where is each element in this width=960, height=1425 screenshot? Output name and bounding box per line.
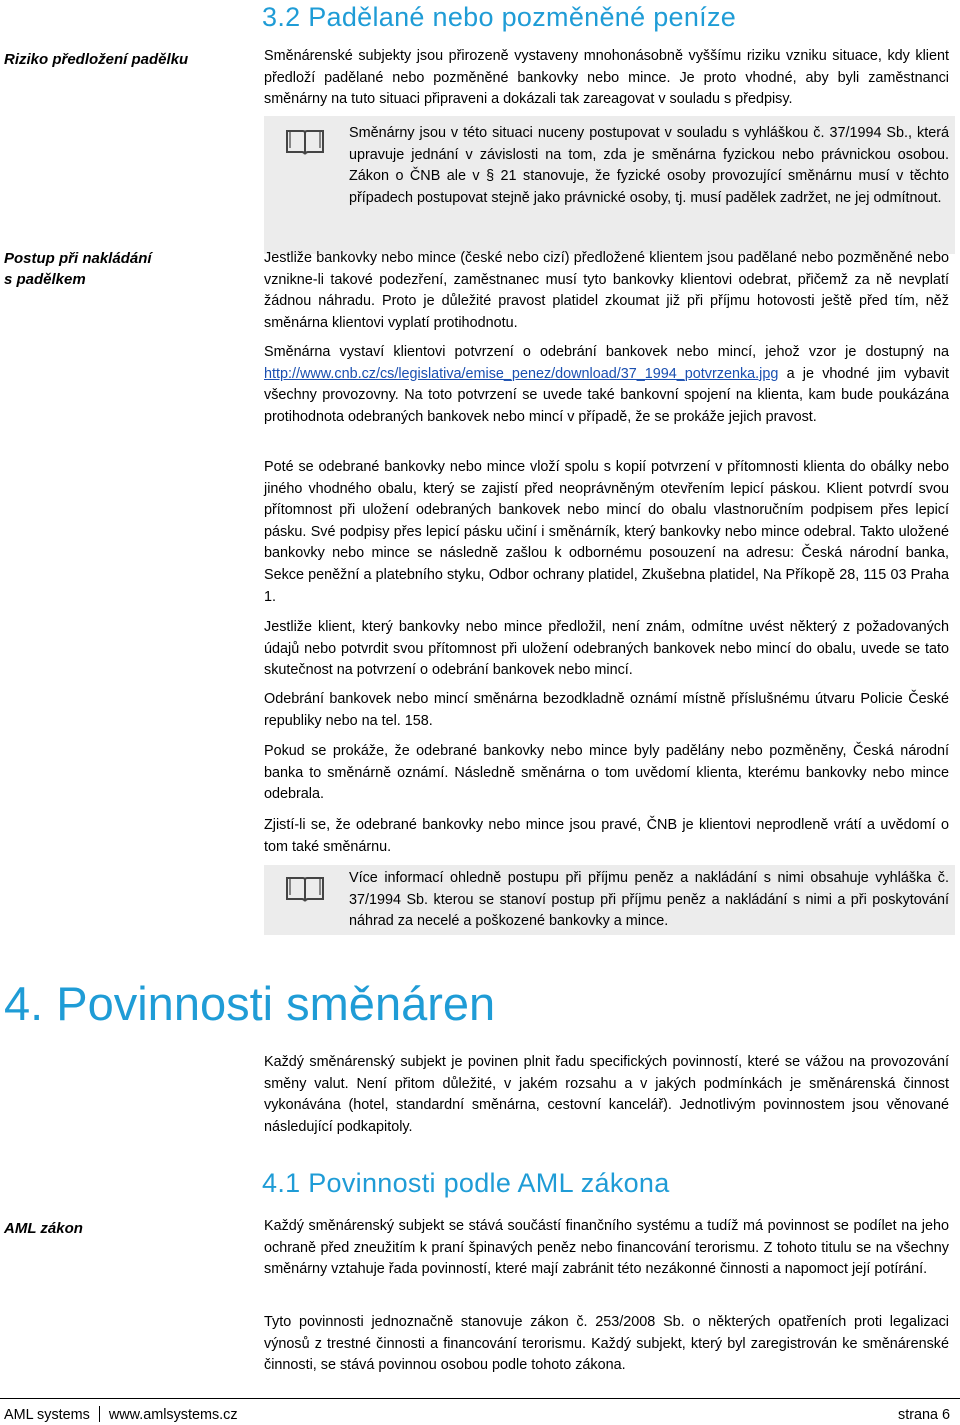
paragraph-policie: Odebrání bankovek nebo mincí směnárna bezodkladně oznámí místně příslušnému útvaru Policie České republiky nebo na tel. 158. — [264, 691, 949, 729]
intro-paragraph: Směnárenské subjekty jsou přirozeně vystaveny mnohonásobně vyššímu riziku vzniku situace, kdy klient předloží padělané nebo pozměněné bankovky nebo mince. Je proto vhodné, aby byli zaměstnanci směnárny na tuto situaci připraveni a dokázali tak zareagovat v souladu s předpisy. — [264, 48, 949, 108]
paragraph-potvrzeni — [264, 342, 949, 428]
side-label-aml: AML zákon — [4, 1220, 83, 1237]
footer-left — [4, 1406, 238, 1424]
side-label-postup-line-1: Postup při nakládání — [4, 250, 152, 267]
note-box-1 — [264, 116, 955, 254]
paragraph-aml-2: Tyto povinnosti jednoznačně stanovuje zákon č. 253/2008 Sb. o některých opatřeních proti legalizaci výnosů z trestné činnosti a financování terorismu. Každý subjekt, který byl zaregistrován ke směnárenské činnosti, se stává povinnou osobou podle tohoto zákona. — [264, 1314, 949, 1374]
footer-divider — [0, 1398, 960, 1399]
section-heading-4-1: 4.1 Povinnosti podle AML zákona — [262, 1168, 670, 1198]
section-heading-4: 4. Povinnosti směnáren — [4, 977, 496, 1030]
paragraph-obalka: Poté se odebrané bankovky nebo mince vloží spolu s kopií potvrzení v přítomnosti klienta do obálky nebo jiného vhodného obalu, který se zajistí před neoprávněným otevřením lepicí páskou. Klient potvrdí svou přítomnost při uložení odebraných bankovek nebo mincí do obalu vlastnoručním podpisem přes lepicí pásku. Své podpisy přes lepicí pásku učiní i směnárník, který bankovky nebo mince odebral. Takto uložené bankovky nebo mince se následně zašlou k odbornému posouzení na adresu: Česká národní banka, Sekce peněžní a platebního styku, Odbor ochrany platidel, Zkušebna platidel, Na Příkopě 28, 115 03 Praha 1. — [264, 459, 949, 605]
footer-separator — [99, 1406, 100, 1422]
open-book-icon — [285, 875, 325, 903]
paragraph-povinnosti: Každý směnárenský subjekt je povinen plnit řadu specifických povinností, které se vážou na provozování směny valut. Není přitom důležité, v jakém rozsahu a v jakých podmínkách je směnárenská činnost vykonávána (hotel, standardní směnárna, cestovní kancelář). Jednotlivým povinnostem jsou věnované následující podkapitoly. — [264, 1054, 949, 1135]
note-2-text: Více informací ohledně postupu při příjmu peněz a nakládání s nimi obsahuje vyhláška č. 37/1994 Sb. kterou se stanoví postup při příjmu peněz a nakládání s nimi a při poskytování náhrad za necelé a poškozené bankovky a mince. — [349, 870, 949, 930]
paragraph-padelek-potvrzen: Pokud se prokáže, že odebrané bankovky nebo mince byly padělány nebo pozměněny, Česká národní banka to směnárně oznámí. Následně směnárna o tom uvědomí klienta, kterému bankovky nebo mince odebrala. — [264, 743, 949, 803]
side-label-postup — [4, 248, 152, 290]
paragraph-aml-1: Každý směnárenský subjekt se stává součástí finančního systému a tudíž má povinnost se podílet na jeho ochraně před zneužitím k praní špinavých peněz nebo financování terorismu. Z tohoto titulu se na všechny směnárny vztahuje řada povinností, které mají zabránit této nezákonné činnosti a napomoct její potírání. — [264, 1218, 949, 1278]
footer-company: AML systems — [4, 1407, 90, 1423]
paragraph-potvrzeni-after: a je vhodné jim vybavit všechny provozovny. Na toto potvrzení se uvede také bankovní spojení na klienta, kam bude poukázána protihodnota odebraných bankovek nebo mincí v případě, že se prokáže jejich pravost. — [264, 365, 949, 425]
open-book-icon — [285, 128, 325, 156]
note-1-text: Směnárny jsou v této situaci nuceny postupovat v souladu s vyhláškou č. 37/1994 Sb., která upravuje jednání v závislosti na tom, zda je směnárna fyzickou nebo právnickou osobou. Zákon o ČNB ale v § 21 stanovuje, že fyzické osoby provozující směnárnu musí v těchto případech postupovat stejně jako právnické osoby, tj. musí padělek zadržet, ne jej odmítnout. — [349, 125, 949, 206]
side-label-postup-line-2: s padělkem — [4, 271, 86, 288]
paragraph-odebrani: Jestliže bankovky nebo mince (české nebo cizí) předložené klientem jsou padělané nebo pozměněné nebo vznikne-li takové podezření, zaměstnanec musí tyto bankovky klientovi odebrat, přičemž za ně nevplatí žádnou náhradu. Proto je důležité pravost platidel zkoumat již při příjmu hotovosti ještě před tím, něž směnárna klientovi vyplatí protihodnotu. — [264, 250, 949, 331]
paragraph-prave-penize: Zjistí-li se, že odebrané bankovky nebo mince jsou pravé, ČNB je klientovi neprodleně vrátí a uvědomí o tom také směnárnu. — [264, 817, 949, 855]
section-heading-3-2: 3.2 Padělané nebo pozměněné peníze — [262, 2, 737, 32]
paragraph-potvrzeni-before: Směnárna vystaví klientovi potvrzení o odebrání bankovek nebo mincí, jehož vzor je dostupný na — [264, 344, 949, 360]
paragraph-neznamy-klient: Jestliže klient, který bankovky nebo mince předložil, není znám, odmítne uvést některý z požadovaných údajů nebo potvrdit svou přítomnost při uložení odebraných bankovek nebo mincí do obalu, uvede se tato skutečnost na potvrzení o odebrání bankovek nebo mincí. — [264, 619, 949, 679]
potvrzenka-link[interactable]: http://www.cnb.cz/cs/legislativa/emise_penez/download/37_1994_potvrzenka.jpg — [264, 365, 779, 382]
footer-website[interactable]: www.amlsystems.cz — [108, 1407, 238, 1423]
page-number: strana 6 — [898, 1407, 950, 1423]
side-label-riziko: Riziko předložení padělku — [4, 51, 189, 68]
note-box-2 — [264, 865, 955, 935]
